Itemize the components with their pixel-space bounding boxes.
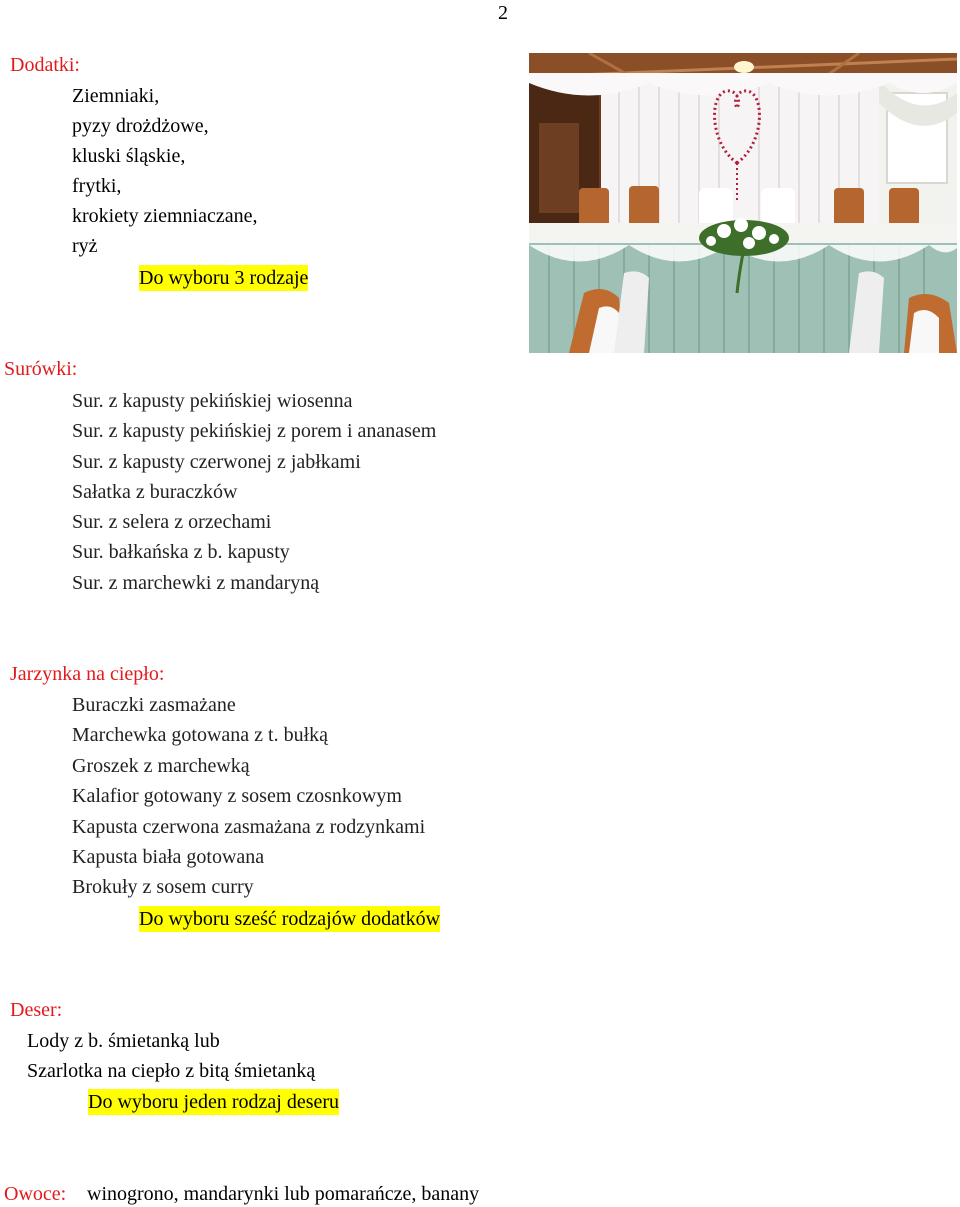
choice-note: Do wyboru jeden rodzaj deseru (88, 1091, 340, 1113)
list-item: Lody z b. śmietanką lub (27, 1030, 220, 1052)
section-heading: Dodatki: (10, 54, 80, 76)
choice-note: Do wyboru 3 rodzaje (139, 267, 309, 289)
section-heading: Deser: (10, 999, 63, 1021)
list-item: Buraczki zasmażane (72, 694, 236, 716)
list-item: Kapusta czerwona zasmażana z rodzynkami (72, 816, 426, 838)
list-item: Sur. z marchewki z mandaryną (72, 572, 320, 594)
list-item: Groszek z marchewką (72, 755, 250, 777)
list-item: pyzy drożdżowe, (72, 115, 209, 137)
fruit-list: winogrono, mandarynki lub pomarańcze, banany (87, 1183, 480, 1205)
list-item: ryż (72, 235, 98, 257)
list-item: Ziemniaki, (72, 85, 160, 107)
list-item: kluski śląskie, (72, 145, 186, 167)
list-item: Kalafior gotowany z sosem czosnkowym (72, 785, 402, 807)
list-item: Sur. bałkańska z b. kapusty (72, 541, 290, 563)
section-heading: Surówki: (4, 358, 78, 380)
list-item: krokiety ziemniaczane, (72, 205, 258, 227)
list-item: Szarlotka na ciepło z bitą śmietanką (27, 1060, 316, 1082)
list-item: Kapusta biała gotowana (72, 846, 265, 868)
list-item: Sur. z kapusty pekińskiej wiosenna (72, 390, 353, 412)
list-item: Sur. z kapusty pekińskiej z porem i ananasem (72, 420, 437, 442)
choice-note: Do wyboru sześć rodzajów dodatków (139, 908, 441, 930)
list-item: Marchewka gotowana z t. bułką (72, 724, 329, 746)
list-item: Brokuły z sosem curry (72, 876, 254, 898)
page-number: 2 (498, 2, 508, 24)
section-heading: Owoce: (4, 1183, 67, 1205)
list-item: Sałatka z buraczków (72, 481, 238, 503)
list-item: frytki, (72, 175, 122, 197)
list-item: Sur. z kapusty czerwonej z jabłkami (72, 451, 361, 473)
list-item: Sur. z selera z orzechami (72, 511, 272, 533)
wedding-table-photo (529, 53, 957, 353)
section-heading: Jarzynka na ciepło: (10, 663, 165, 685)
